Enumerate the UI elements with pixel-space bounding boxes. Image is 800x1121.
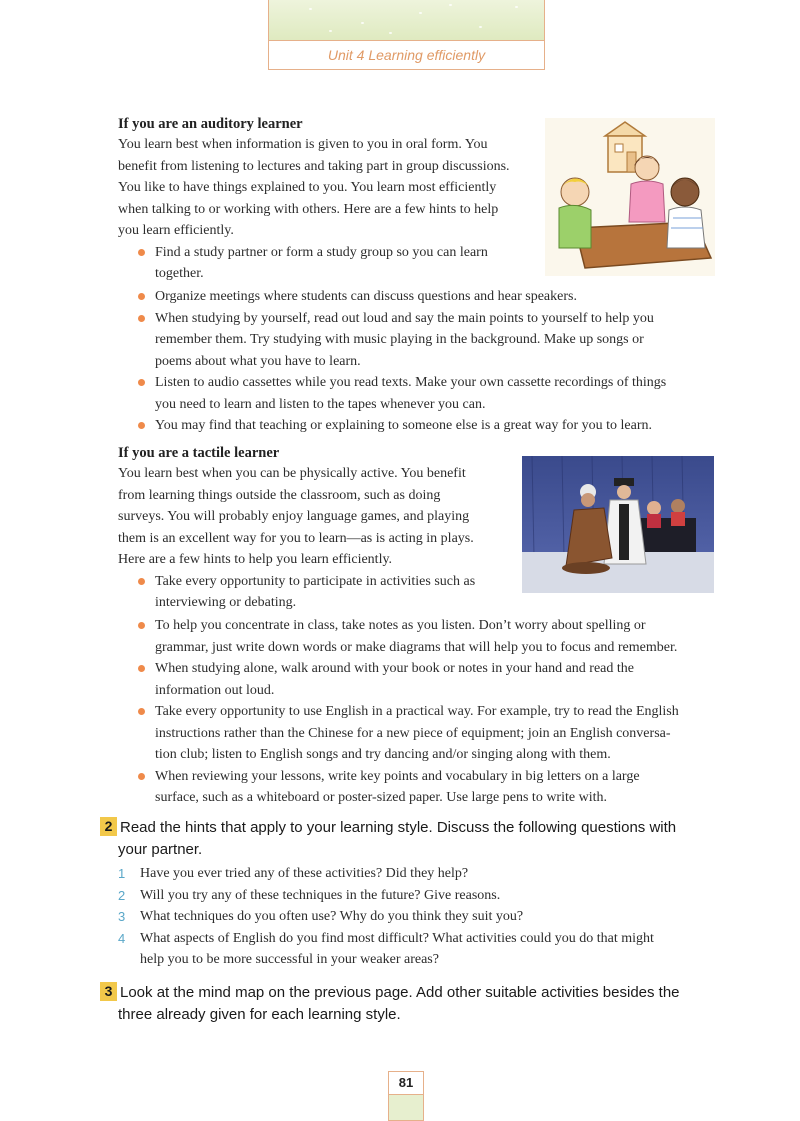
page-number: 81 <box>388 1071 424 1095</box>
auditory-intro-line: benefit from listening to lectures and taking part in group discussions. <box>118 158 510 174</box>
tactile-intro-line: from learning things outside the classroom, such as doing <box>118 487 441 503</box>
exercise-number-badge: 2 <box>100 817 117 836</box>
bullet-line: tion club; listen to English songs and try dancing and/or singing along with them. <box>155 747 611 762</box>
question-line: Will you try any of these techniques in the future? Give reasons. <box>140 887 501 903</box>
bullet-line: When studying by yourself, read out loud and say the main points to yourself to help you <box>155 310 654 326</box>
bullet-line: you need to learn and listen to the tapes whenever you can. <box>155 396 486 412</box>
bullet-dot-icon <box>138 665 145 672</box>
bullet-line: instructions rather than the Chinese for a new piece of equipment; join an English conversa- <box>155 725 671 741</box>
bullet-line: Listen to audio cassettes while you read texts. Make your own cassette recordings of things <box>155 375 667 390</box>
tactile-bullet <box>118 658 718 701</box>
unit-title: Unit 4 Learning efficiently <box>268 40 545 70</box>
question-line: What techniques do you often use? Why do you think they suit you? <box>140 909 524 924</box>
bullet-line: Take every opportunity to participate in activities such as <box>155 573 476 589</box>
question-number: 1 <box>118 866 126 881</box>
bullet-dot-icon <box>138 708 145 715</box>
question-number: 4 <box>118 930 126 946</box>
bullet-dot-icon <box>138 422 145 429</box>
question-number: 2 <box>118 887 126 903</box>
exercise-2-questions <box>118 863 718 971</box>
question-item <box>118 885 718 907</box>
bullet-line: To help you concentrate in class, take notes as you listen. Don’t worry about spelling or <box>155 618 646 633</box>
bullet-line: When reviewing your lessons, write key points and vocabulary in big letters on a large <box>155 768 640 784</box>
auditory-bullet <box>118 415 718 437</box>
auditory-bullet <box>118 286 718 308</box>
auditory-bullets-cont <box>118 286 718 437</box>
exercise-3 <box>100 982 720 1026</box>
auditory-intro-line: You learn best when information is given to you in oral form. You <box>118 137 488 152</box>
instruction-line: three already given for each learning style. <box>118 1006 401 1023</box>
bullet-dot-icon <box>138 293 145 300</box>
bullet-line: grammar, just write down words or make diagrams that will help you to focus and remember. <box>155 639 678 655</box>
bullet-dot-icon <box>138 578 145 585</box>
bullet-line: information out loud. <box>155 682 275 698</box>
exercise-2-instruction <box>100 817 720 861</box>
question-line: Have you ever tried any of these activities? Did they help? <box>140 866 469 881</box>
auditory-intro-line: You like to have things explained to you. You learn most efficiently <box>118 180 497 195</box>
question-line: help you to be more successful in your weaker areas? <box>140 952 439 967</box>
tactile-bullet <box>118 766 718 809</box>
header-decoration <box>268 0 545 40</box>
bullet-dot-icon <box>138 315 145 322</box>
auditory-section <box>118 114 538 285</box>
exercise-2 <box>100 817 720 861</box>
question-line: What aspects of English do you find most difficult? What activities could you do that might <box>140 930 654 946</box>
tactile-bullet <box>118 571 518 614</box>
bullet-dot-icon <box>138 379 145 386</box>
bullet-line: poems about what you have to learn. <box>155 353 361 369</box>
bullet-dot-icon <box>138 622 145 629</box>
bullet-line: You may find that teaching or explaining to someone else is a great way for you to learn. <box>155 418 653 433</box>
tactile-bullet <box>118 615 718 658</box>
group-discussion-illustration <box>545 118 715 276</box>
tactile-intro-line: surveys. You will probably enjoy language games, and playing <box>118 509 470 524</box>
auditory-intro <box>118 134 538 242</box>
bullet-dot-icon <box>138 249 145 256</box>
auditory-bullet <box>118 372 718 415</box>
bullet-dot-icon <box>138 773 145 780</box>
exercise-3-instruction <box>100 982 720 1026</box>
auditory-bullet <box>118 242 538 285</box>
bullet-line: Take every opportunity to use English in a practical way. For example, try to read the English <box>155 704 679 719</box>
tactile-intro-line: Here are a few hints to help you learn efficiently. <box>118 552 393 567</box>
question-number: 3 <box>118 909 126 924</box>
auditory-bullet <box>118 308 718 373</box>
question-item <box>118 928 718 971</box>
bullet-line: surface, such as a whiteboard or poster-sized paper. Use large pens to write with. <box>155 790 607 805</box>
bullet-line: Find a study partner or form a study group so you can learn <box>155 244 488 260</box>
auditory-intro-line: when talking to or working with others. Here are a few hints to help <box>118 201 499 217</box>
bullet-line: When studying alone, walk around with your book or notes in your hand and read the <box>155 661 635 676</box>
tactile-intro-line: You learn best when you can be physically active. You benefit <box>118 466 466 481</box>
tactile-section <box>118 443 518 614</box>
tactile-intro <box>118 463 518 571</box>
question-item <box>118 906 718 928</box>
tactile-heading: If you are a tactile learner <box>118 445 280 461</box>
auditory-heading: If you are an auditory learner <box>118 116 303 132</box>
tactile-intro-line: them is an excellent way for you to learn—as is acting in plays. <box>118 530 474 546</box>
instruction-line: Look at the mind map on the previous page. Add other suitable activities besides the <box>120 984 680 1001</box>
question-item <box>118 863 718 885</box>
instruction-line: Read the hints that apply to your learning style. Discuss the following questions with <box>120 819 677 836</box>
auditory-intro-line: you learn efficiently. <box>118 223 234 238</box>
bullet-line: together. <box>155 266 204 281</box>
bullet-line: interviewing or debating. <box>155 595 297 610</box>
bullet-line: Organize meetings where students can discuss questions and hear speakers. <box>155 289 577 304</box>
bullet-line: remember them. Try studying with music playing in the background. Make up songs or <box>155 332 644 347</box>
tactile-bullets-cont <box>118 615 718 809</box>
instruction-line: your partner. <box>118 841 203 858</box>
tactile-bullet <box>118 701 718 766</box>
exercise-number-badge: 3 <box>100 982 117 1001</box>
acting-play-photo <box>522 456 714 593</box>
